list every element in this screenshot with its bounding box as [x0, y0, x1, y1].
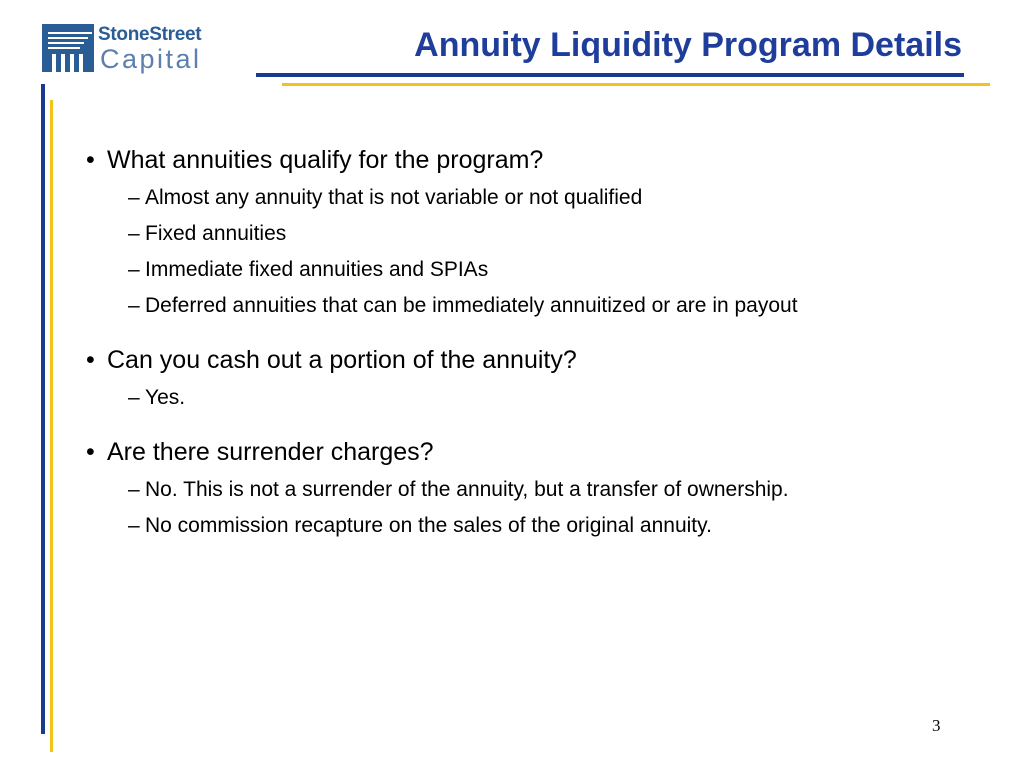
- answer-text: Deferred annuities that can be immediately annuitized or are in payout: [145, 294, 798, 317]
- answer-text: Immediate fixed annuities and SPIAs: [145, 258, 489, 281]
- answer-item: [86, 291, 915, 321]
- answer-list: [86, 475, 986, 541]
- stonestreet-capital-logo: [42, 24, 217, 74]
- dash-icon: –: [128, 222, 140, 245]
- page-number: 3: [932, 716, 941, 735]
- dash-icon: –: [128, 258, 140, 281]
- bullet-icon: •: [86, 146, 95, 174]
- question: [86, 435, 986, 469]
- dash-icon: –: [128, 294, 140, 317]
- title-rule-blue: [256, 73, 964, 77]
- logo-name: StoneStreet: [98, 24, 202, 45]
- dash-icon: –: [128, 514, 140, 537]
- answer-list: [86, 183, 986, 321]
- bullet-icon: •: [86, 346, 95, 374]
- left-rule-gold: [50, 100, 53, 752]
- dash-icon: –: [128, 478, 140, 501]
- answer-text: No commission recapture on the sales of the original annuity.: [145, 514, 712, 537]
- logo-mark-icon: [42, 24, 94, 72]
- question-text: Can you cash out a portion of the annuity?: [107, 346, 577, 374]
- qa-section: [86, 435, 986, 541]
- answer-item: [86, 475, 986, 505]
- answer-text: Fixed annuities: [145, 222, 287, 245]
- qa-section: [86, 143, 986, 321]
- answer-list: [86, 383, 986, 413]
- dash-icon: –: [128, 186, 140, 209]
- answer-text: No. This is not a surrender of the annuity, but a transfer of ownership.: [145, 478, 789, 501]
- question-text: What annuities qualify for the program?: [107, 146, 544, 174]
- answer-text: Almost any annuity that is not variable or not qualified: [145, 186, 643, 209]
- left-rule-blue: [41, 84, 45, 734]
- answer-item: [86, 511, 986, 541]
- question: [86, 343, 986, 377]
- answer-item: [86, 183, 986, 213]
- slide-body: [86, 143, 986, 563]
- logo-subtitle: Capital: [100, 44, 202, 74]
- slide-title: Annuity Liquidity Program Details: [414, 26, 962, 64]
- title-rule-gold: [282, 83, 990, 86]
- qa-section: [86, 343, 986, 413]
- answer-item: [86, 219, 986, 249]
- answer-text: Yes.: [145, 386, 186, 409]
- question: [86, 143, 986, 177]
- dash-icon: –: [128, 386, 140, 409]
- answer-item: [86, 255, 986, 285]
- bullet-icon: •: [86, 438, 95, 466]
- question-text: Are there surrender charges?: [107, 438, 434, 466]
- answer-item: [86, 383, 986, 413]
